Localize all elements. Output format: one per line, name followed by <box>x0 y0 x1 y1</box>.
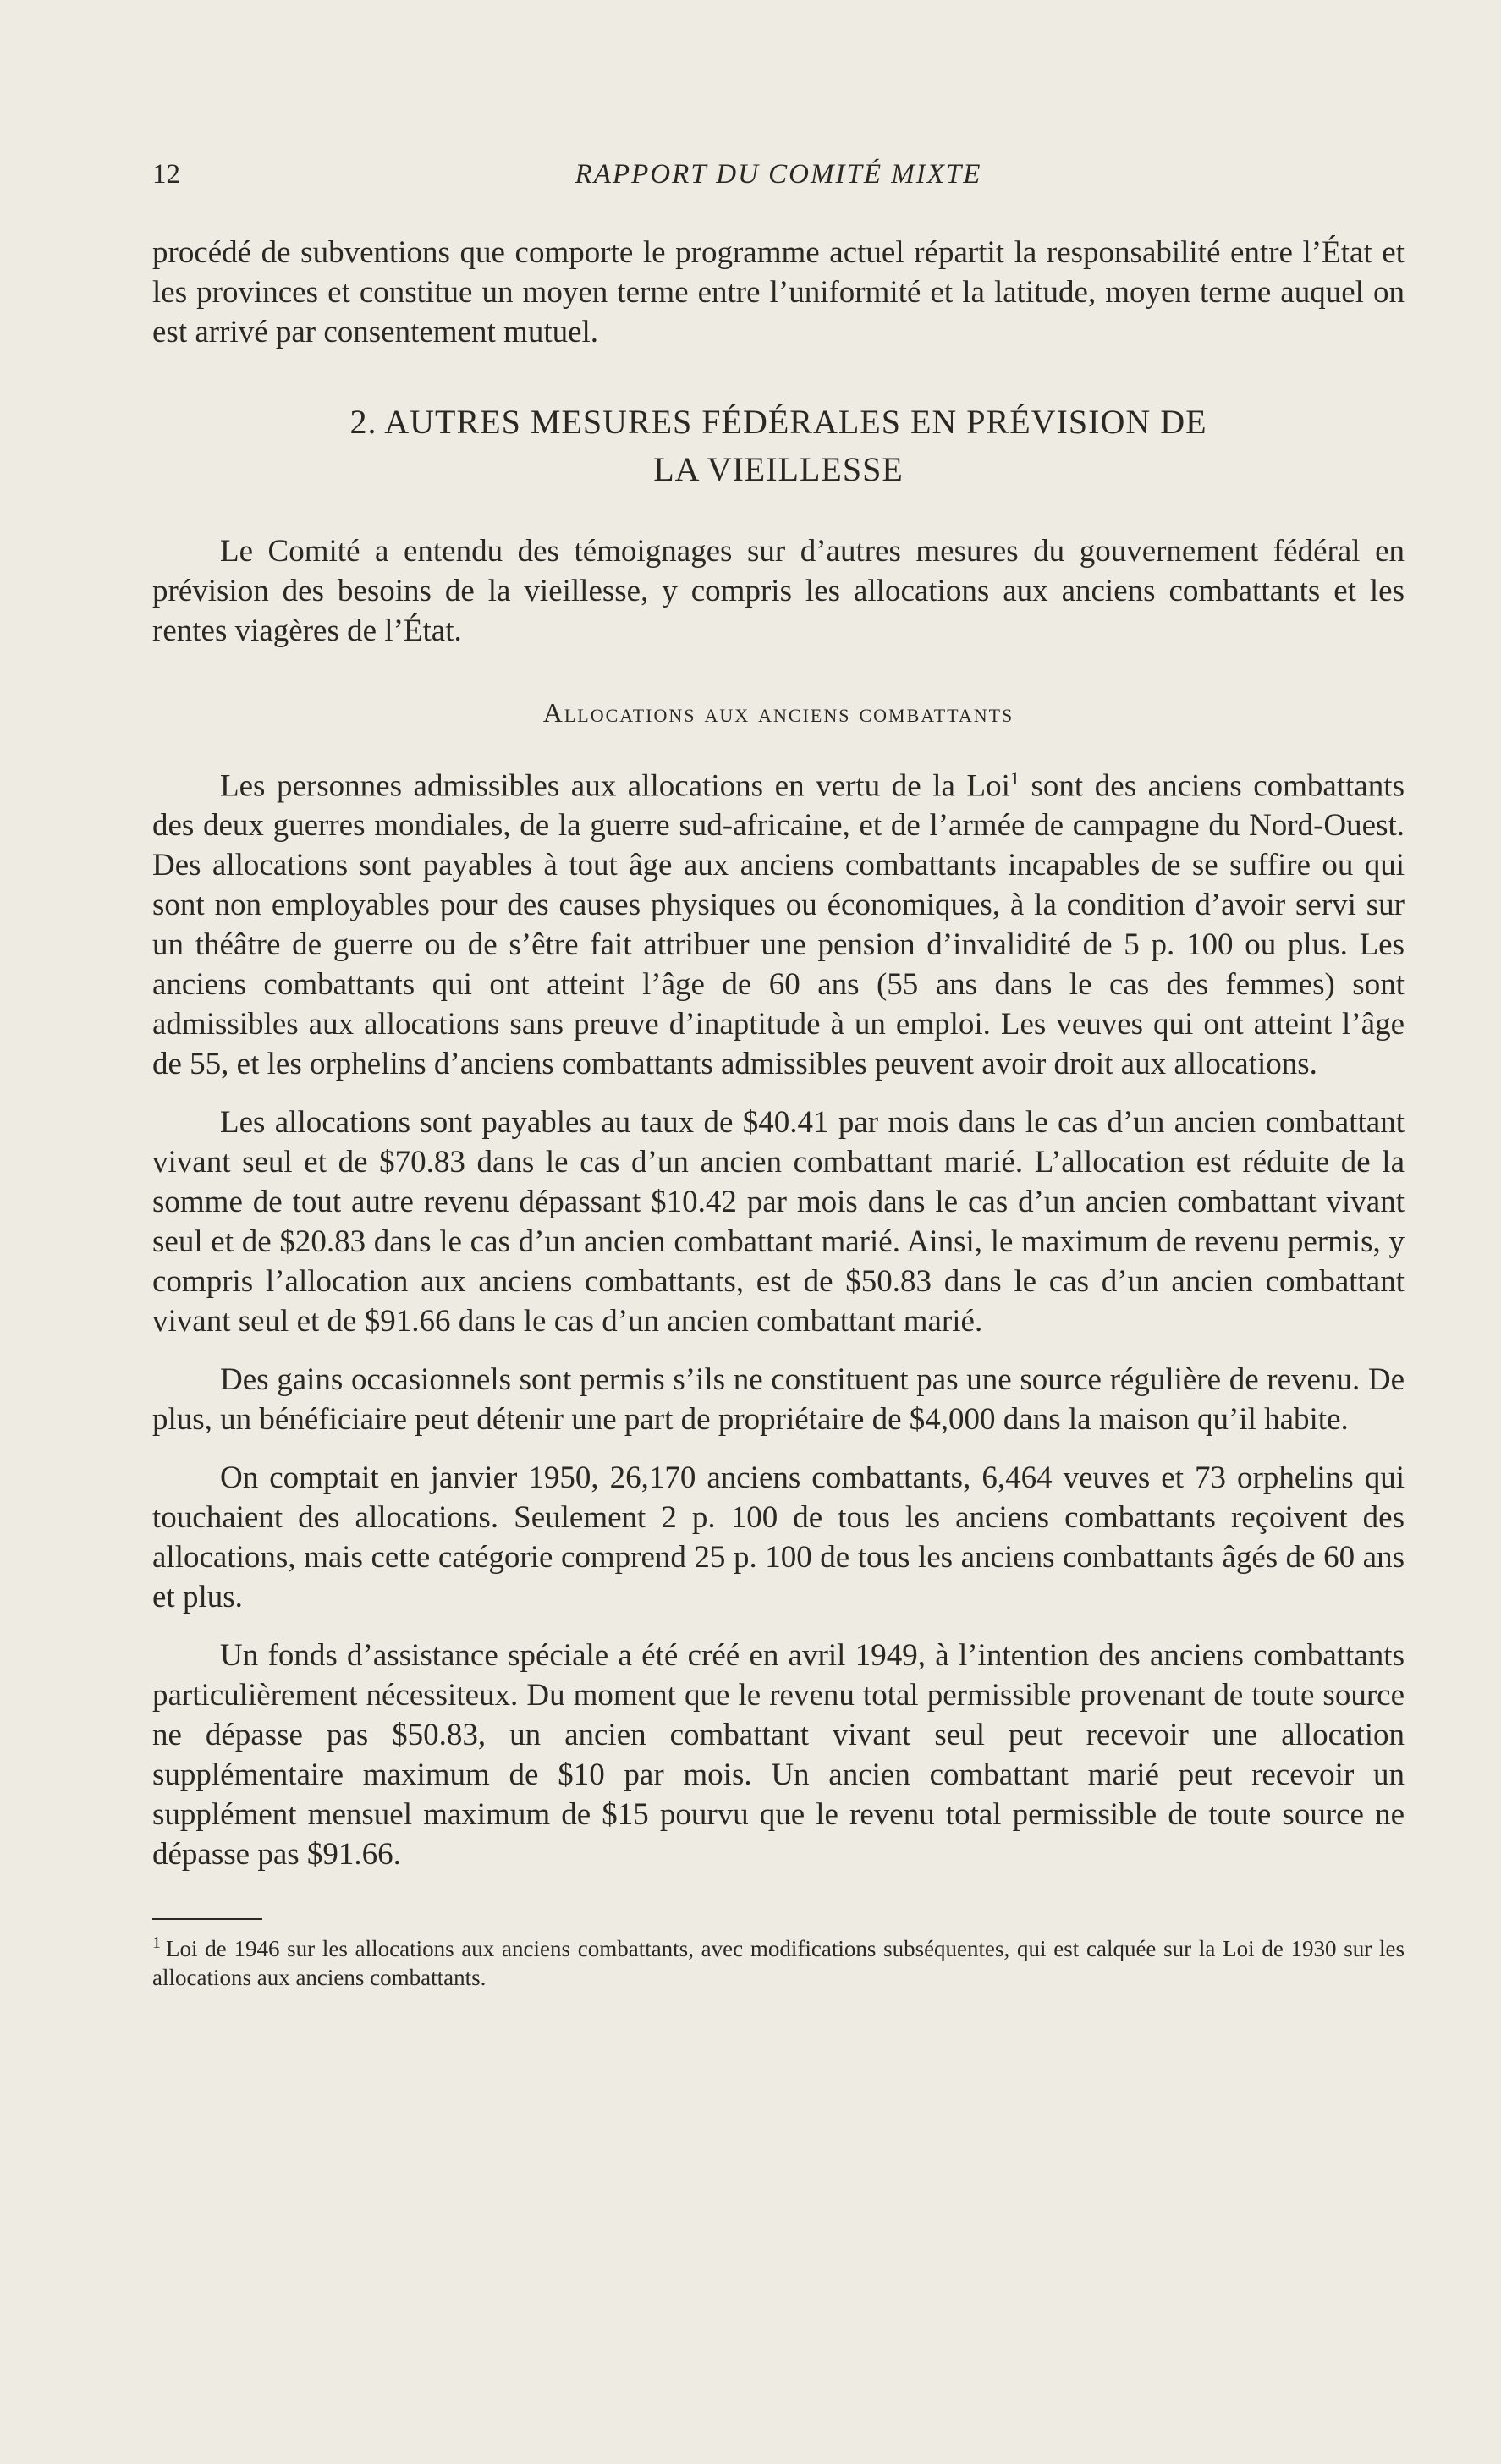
page-header <box>152 159 1405 210</box>
paragraph-intro: procédé de subventions que comporte le programme actuel répartit la responsabilité entre l’État et les provinces et constitue un moyen terme entre l’uniformité et la latitude, moyen terme auquel on est arrivé par consentement mutuel. <box>152 235 1405 349</box>
paragraph-eligibility <box>152 758 1405 1084</box>
paragraph-section-intro: Le Comité a entendu des témoignages sur d’autres mesures du gouvernement fédéral en prévision des besoins de la vieillesse, y compris les allocations aux anciens combattants et les rentes viagères de l’État. <box>152 534 1405 648</box>
paragraph-rates: Les allocations sont payables au taux de $40.41 par mois dans le cas d’un ancien combattant vivant seul et de $70.83 dans le cas d’un ancien combattant marié. L’allocation est réduite de la somme de tout autre revenu dépassant $10.42 par mois dans le cas d’un ancien combattant vivant seul et de $20.83 dans le cas d’un ancien combattant marié. Ainsi, le maximum de revenu permis, y compris l’allocation aux anciens combattants, est de $50.83 dans le cas d’un ancien combattant vivant seul et de $91.66 dans le cas d’un ancien combattant marié. <box>152 1105 1405 1339</box>
page-number: 12 <box>152 159 180 190</box>
paragraph-special-fund: Un fonds d’assistance spéciale a été créé en avril 1949, à l’intention des anciens combattants particulièrement nécessiteux. Du moment que le revenu total permissible provenant de toute source ne dépasse pas $50.83, un ancien combattant vivant seul peut recevoir une allocation supplémentaire maximum de $10 par mois. Un ancien combattant marié peut recevoir un supplément mensuel maximum de $15 pourvu que le revenu total permissible de toute source ne dépasse pas $91.66. <box>152 1638 1405 1873</box>
footnote-marker: 1 <box>152 1933 161 1953</box>
subsection-title: Allocations aux anciens combattants <box>542 697 1014 728</box>
paragraph-statistics: On comptait en janvier 1950, 26,170 anciens combattants, 6,464 veuves et 73 orphelins qui touchaient des allocations. Seulement 2 p. 100 de tous les anciens combattants reçoivent des allocations, mais cette catégorie comprend 25 p. 100 de tous les anciens combattants âgés de 60 ans et plus. <box>152 1460 1405 1615</box>
footnote <box>152 1928 1405 1992</box>
footnote-text: Loi de 1946 sur les allocations aux anciens combattants, avec modifications subséquentes, qui est calquée sur la Loi de 1930 sur les allocations aux anciens combattants. <box>152 1936 1405 1991</box>
section-title <box>152 399 1405 493</box>
paragraph-occasional-earnings: Des gains occasionnels sont permis s’ils ne constituent pas une source régulière de revenu. De plus, un bénéficiaire peut détenir une part de propriétaire de $4,000 dans la maison qu’il habite. <box>152 1362 1405 1438</box>
paragraph-eligibility-rest: sont des anciens combattants des deux guerres mondiales, de la guerre sud-africaine, et de l’armée de campagne du Nord-Ouest. Des allocations sont payables à tout âge aux anciens combattants incapables de se suffire ou qui sont non employables pour des causes physiques ou économiques, à la condition d’avoir servi sur un théâtre de guerre ou de s’être fait attribuer une pension d’invalidité de 5 p. 100 ou plus. Les anciens combattants qui ont atteint l’âge de 60 ans (55 ans dans le cas des femmes) sont admissibles aux allocations sans preuve d’inaptitude à un emploi. Les veuves qui ont atteint l’âge de 55, et les orphelins d’anciens combattants admissibles peuvent avoir droit aux allocations. <box>152 768 1405 1082</box>
footnote-reference[interactable]: 1 <box>1009 767 1020 789</box>
section-title-line-2: LA VIEILLESSE <box>653 450 904 488</box>
footnote-divider <box>152 1918 262 1920</box>
paragraph-eligibility-start: Les personnes admissibles aux allocations en vertu de la Loi <box>220 768 1010 804</box>
section-title-line-1: 2. AUTRES MESURES FÉDÉRALES EN PRÉVISION DE <box>349 403 1207 441</box>
running-head: RAPPORT DU COMITÉ MIXTE <box>575 159 982 190</box>
body-text <box>152 233 1405 1992</box>
